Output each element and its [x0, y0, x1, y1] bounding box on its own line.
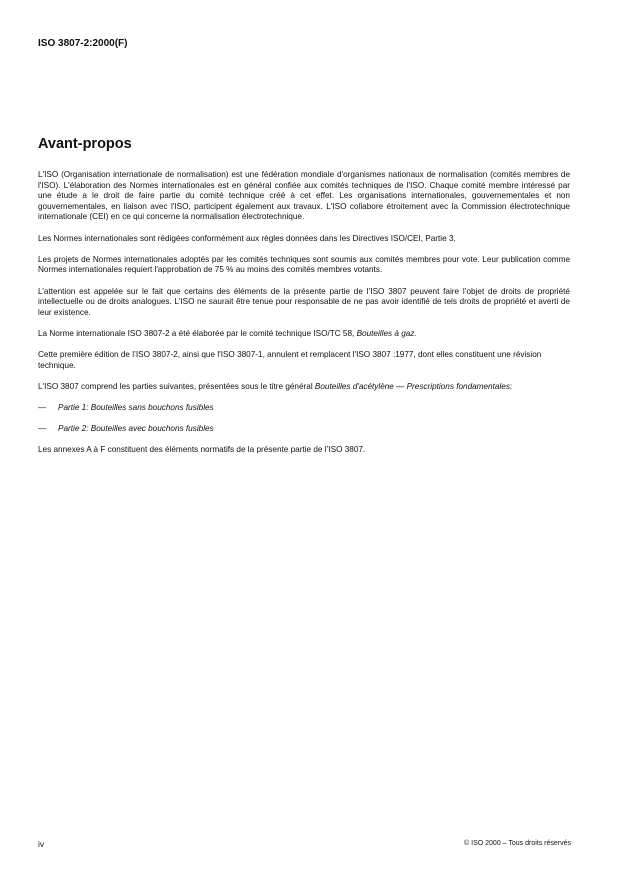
paragraph-committee-text: La Norme internationale ISO 3807-2 a été élaborée par le comité technique ISO/TC 58,: [38, 328, 357, 338]
paragraph-iso-organisation: L'ISO (Organisation internationale de normalisation) est une fédération mondiale d'organismes nationaux de normalisation (comités membres de l'ISO). L'élaboration des Normes internationales est en général confiée aux comités techniques de l'ISO. Chaque comité membre intéressé par une étude a le droit de faire partie du comité technique créé à cet effet. Les organisations internationales, gouvernementales et non gouvernementales, en liaison avec l'ISO, participent également aux travaux. L'ISO collabore étroitement avec la Commission électrotechnique internationale (CEI) en ce qui concerne la normalisation électrotechnique.: [38, 170, 570, 222]
copyright-notice: © ISO 2000 – Tous droits réservés: [464, 840, 571, 847]
paragraph-patent-rights: L’attention est appelée sur le fait que certains des éléments de la présente partie de l’ISO 3807 peuvent faire l’objet de droits de propriété intellectuelle ou de droits analogues. L’ISO ne saurait être tenue pour responsable de ne pas avoir identifié de tels droits de propriété et averti de leur existence.: [38, 286, 570, 317]
paragraph-edition: Cette première édition de l’ISO 3807-2, ainsi que l'ISO 3807-1, annulent et remplacent l'ISO 3807 :1977, dont elles constituent une révision technique.: [38, 350, 542, 370]
list-item-part-1: Partie 1: Bouteilles sans bouchons fusibles: [58, 403, 214, 413]
paragraph-directives: Les Normes internationales sont rédigées conformément aux règles données dans les Directives ISO/CEI, Partie 3.: [38, 233, 456, 243]
paragraph-annexes: Les annexes A à F constituent des éléments normatifs de la présente partie de l’ISO 3807.: [38, 445, 366, 455]
page-number: iv: [38, 839, 45, 849]
paragraph-parts: [38, 382, 570, 393]
paragraph-voting: Les projets de Normes internationales adoptés par les comités techniques sont soumis aux comités membres pour vote. Leur publication comme Normes internationales requiert l'approbation de 75 % au moins des comités membres votants.: [38, 254, 570, 275]
list-dash: —: [38, 424, 47, 434]
list-item: [38, 424, 570, 435]
document-id-header: ISO 3807-2:2000(F): [38, 38, 128, 49]
page-title: Avant-propos: [38, 136, 132, 152]
paragraph-parts-title: Bouteilles d'acétylène — Prescriptions fondamentales: [314, 381, 510, 391]
foreword-body: [38, 170, 570, 467]
list-dash: —: [38, 403, 47, 413]
paragraph-committee: [38, 329, 570, 340]
list-item-part-2: Partie 2: Bouteilles avec bouchons fusibles: [58, 424, 214, 434]
paragraph-parts-text: L'ISO 3807 comprend les parties suivantes, présentées sous le titre général: [38, 381, 315, 391]
paragraph-parts-end: :: [509, 381, 513, 391]
paragraph-committee-title: Bouteilles à gaz.: [356, 328, 417, 338]
list-item: [38, 403, 570, 414]
